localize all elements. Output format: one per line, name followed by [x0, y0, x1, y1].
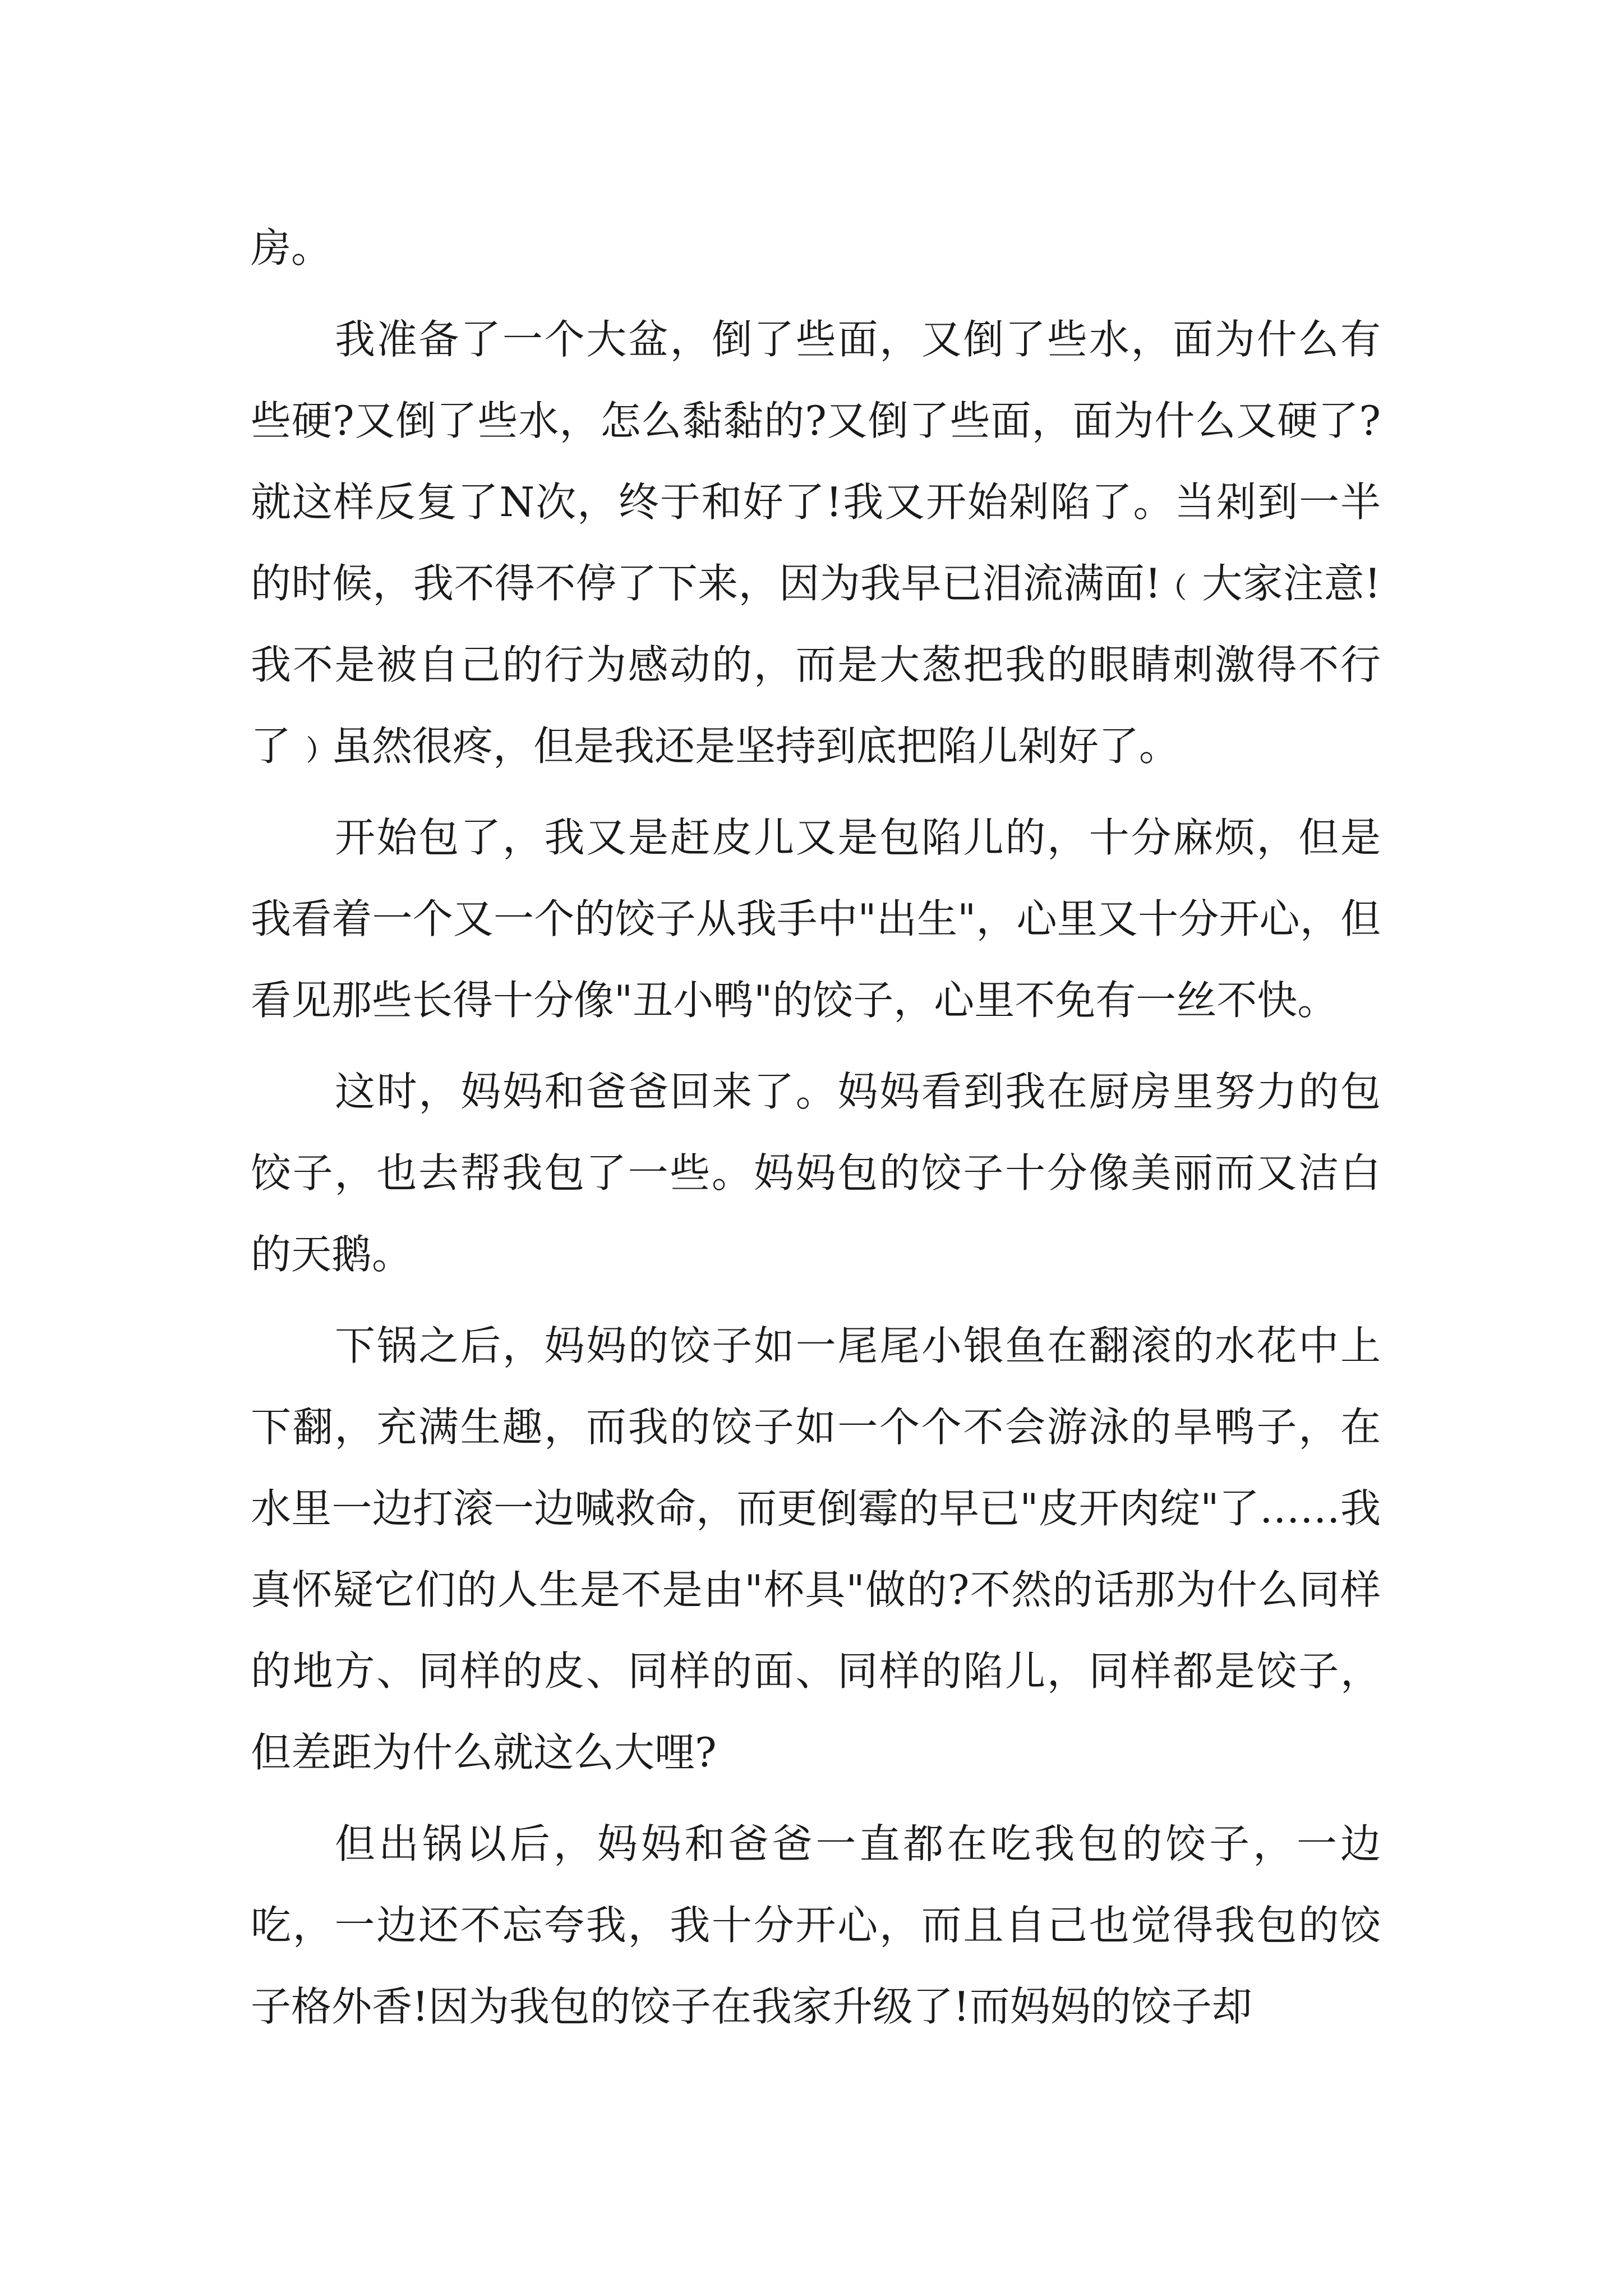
paragraph-2: 我准备了一个大盆，倒了些面，又倒了些水，面为什么有些硬?又倒了些水，怎么黏黏的?又倒了些面，面为什么又硬了?就这样反复了N次，终于和好了!我又开始剁陷了。当剁到一半的时候，我不得不停了下来，因为我早已泪流满面!﹙大家注意!我不是被自己的行为感动的，而是大葱把我的眼睛刺激得不行了﹚虽然很疼，但是我还是坚持到底把陷儿剁好了。 — [251, 316, 1381, 770]
paragraph-1: 房。 — [251, 224, 332, 272]
paragraph-6: 但出锅以后，妈妈和爸爸一直都在吃我包的饺子，一边吃，一边还不忘夸我，我十分开心，而且自己也觉得我包的饺子格外香!因为我包的饺子在我家升级了!而妈妈的饺子却 — [251, 1820, 1381, 2030]
paragraph-5: 下锅之后，妈妈的饺子如一尾尾小银鱼在翻滚的水花中上下翻，充满生趣，而我的饺子如一个个不会游泳的旱鸭子，在水里一边打滚一边喊救命，而更倒霉的早已"皮开肉绽"了……我真怀疑它们的人生是不是由"杯具"做的?不然的话那为什么同样的地方、同样的皮、同样的面、同样的陷儿，同样都是饺子，但差距为什么就这么大哩? — [251, 1322, 1381, 1776]
paragraph-4: 这时，妈妈和爸爸回来了。妈妈看到我在厨房里努力的包饺子，也去帮我包了一些。妈妈包的饺子十分像美丽而又洁白的天鹅。 — [251, 1068, 1381, 1278]
article-body — [251, 208, 1381, 2047]
paragraph-3: 开始包了，我又是赶皮儿又是包陷儿的，十分麻烦，但是我看着一个又一个的饺子从我手中"出生"，心里又十分开心，但看见那些长得十分像"丑小鸭"的饺子，心里不免有一丝不快。 — [251, 814, 1381, 1024]
